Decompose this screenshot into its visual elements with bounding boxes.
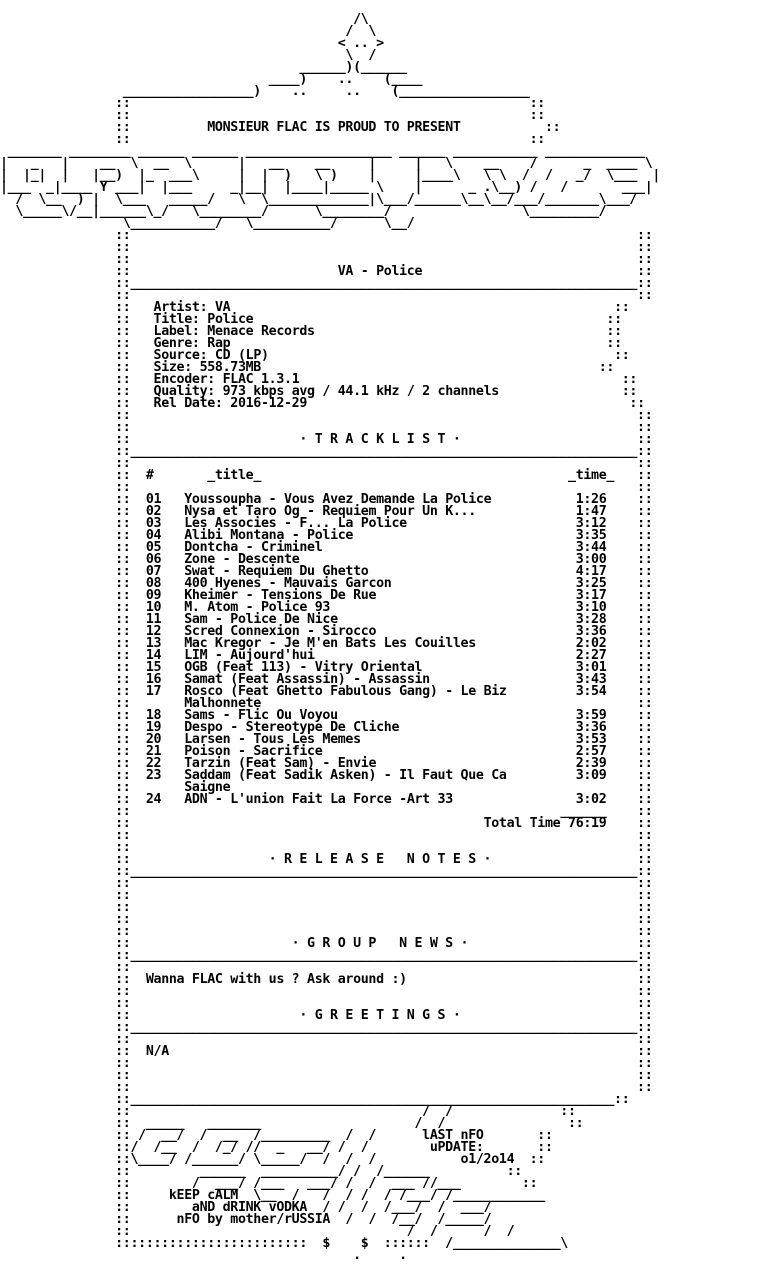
track-number: 01 <box>145 492 162 507</box>
box-line: :: :: <box>0 420 653 435</box>
column-header-title: _title_ <box>207 468 261 483</box>
info-value: 2016-12-29 <box>230 396 308 411</box>
track-title-continued: Malhonnete <box>184 696 261 711</box>
column-header-number: # <box>145 468 154 483</box>
box-line: :: 06 Zone - Descente 3:00 :: <box>0 552 653 567</box>
ascii-art-line: ______)(______ <box>0 60 407 75</box>
track-time: 3:10 <box>575 600 607 615</box>
track-time: 2:57 <box>575 744 607 759</box>
box-line: :: :: <box>0 228 653 243</box>
box-line: :: 09 Kheimer - Tensions De Rue 3:17 :: <box>0 588 653 603</box>
info-row: :: Quality: 973 kbps avg / 44.1 kHz / 2 channels :: <box>0 384 638 399</box>
track-number: 05 <box>145 540 162 555</box>
box-line: :: :: <box>0 828 653 843</box>
box-line: :: Malhonnete :: <box>0 696 653 711</box>
footer-line: ::\____/ /______/ \_____/ / / / o1/2o14 :: <box>0 1152 545 1167</box>
box-line: :: N/A :: <box>0 1044 653 1059</box>
footer-update-date: o1/2o14 <box>460 1152 515 1167</box>
info-label: Size <box>153 360 185 375</box>
box-line: :: 17 Rosco (Feat Ghetto Fabulous Gang) - Le Biz 3:54 :: <box>0 684 653 699</box>
track-number: 12 <box>145 624 162 639</box>
track-number: 10 <box>145 600 162 615</box>
box-line: :: 18 Sams - Flic Ou Voyou 3:59 :: <box>0 708 653 723</box>
ascii-art-line: . . <box>0 1248 407 1263</box>
track-time: 1:47 <box>575 504 607 519</box>
box-line: :: :: <box>0 108 545 123</box>
track-number: 18 <box>145 708 162 723</box>
track-number: 07 <box>145 564 162 579</box>
track-title: Rosco (Feat Ghetto Fabulous Gang) - Le Biz <box>184 684 507 699</box>
track-time: 3:35 <box>575 528 607 543</box>
box-line: :: :: <box>0 1056 653 1071</box>
box-line: :: 22 Tarzin (Feat Sam) - Envie 2:39 :: <box>0 756 653 771</box>
track-title: Saddam (Feat Sadik Asken) - Il Faut Que Ca <box>184 768 507 783</box>
footer-update-label: uPDATE: <box>429 1140 484 1155</box>
track-title: OGB (Feat 113) - Vitry Oriental <box>184 660 423 675</box>
box-line: :: :: <box>0 888 653 903</box>
footer-last-nfo: lAST nFO <box>422 1128 484 1143</box>
track-title: Alibi Montana - Police <box>184 528 354 543</box>
box-line: :: :: <box>0 840 653 855</box>
box-rule: ::__________________________________________________________________:: <box>0 444 653 459</box>
ascii-art-line: ::_______________________________________________________________:: <box>0 1092 630 1107</box>
box-line: :: :: <box>0 480 653 495</box>
info-label: Encoder <box>153 372 208 387</box>
track-number: 20 <box>145 732 162 747</box>
track-number: 13 <box>145 636 162 651</box>
ascii-art-line: /\ <box>0 12 369 27</box>
info-row: :: Title: Police :: <box>0 312 622 327</box>
track-title: Tarzin (Feat Sam) - Envie <box>184 756 377 771</box>
greetings-text: N/A <box>145 1044 169 1059</box>
box-line: :: :: <box>0 984 653 999</box>
box-rule: ::__________________________________________________________________:: <box>0 1020 653 1035</box>
track-number: 17 <box>145 684 162 699</box>
track-title: Sams - Flic Ou Voyou <box>184 708 338 723</box>
track-title: Poison - Sacrifice <box>184 744 323 759</box>
column-header-time: _time_ <box>568 468 615 483</box>
track-title: Sam - Police De Nice <box>184 612 338 627</box>
ascii-art-line: | |_| | |__) |_ ___\ | | ) \ ) | |____\ \ \ / / _/ \___ | <box>0 168 661 183</box>
box-line: :: · T R A C K L I S T · :: <box>0 432 653 447</box>
info-row: :: Source: CD (LP) :: <box>0 348 630 363</box>
section-heading-release-notes: · R E L E A S E N O T E S · <box>268 852 492 867</box>
track-number: 11 <box>145 612 162 627</box>
track-number: 19 <box>145 720 162 735</box>
info-label: Rel Date <box>153 396 215 411</box>
footer-line: :: / __/ / __ /_________ / / lAST nFO :: <box>0 1128 553 1143</box>
info-value: Menace Records <box>207 324 315 339</box>
track-time: 4:17 <box>575 564 607 579</box>
track-time: 3:59 <box>575 708 607 723</box>
info-value: 558.73MB <box>199 360 261 375</box>
track-time: 3:17 <box>575 588 607 603</box>
ascii-art-line: :: _____ _______ / / :: <box>0 1116 584 1131</box>
ascii-art-line: |___ _|____ Y ___| |___ _|__| |____|_____ \ | _ .\__) / / ___| <box>0 180 653 195</box>
track-title: Kheimer - Tensions De Rue <box>184 588 377 603</box>
box-line: :: 12 Scred Connexion - Sirocco 3:36 :: <box>0 624 653 639</box>
track-time: 3:36 <box>575 720 607 735</box>
box-line: :: 01 Youssoupha - Vous Avez Demande La Police 1:26 :: <box>0 492 653 507</box>
box-line: :: Saigne :: <box>0 780 653 795</box>
track-time: 3:28 <box>575 612 607 627</box>
ascii-art-line: :: / / / / <box>0 1224 515 1239</box>
track-title: Nysa et Taro Og - Requiem Pour Un K... <box>184 504 476 519</box>
info-row: :: Rel Date: 2016-12-29 :: <box>0 396 645 411</box>
track-number: 06 <box>145 552 162 567</box>
total-rule: ______ <box>560 804 607 819</box>
box-line: :: Total Time 76:19 :: <box>0 816 653 831</box>
box-rule: ::__________________________________________________________________:: <box>0 276 653 291</box>
box-line: :: :: <box>0 996 653 1011</box>
track-time: 3:00 <box>575 552 607 567</box>
box-line: :: VA - Police :: <box>0 264 653 279</box>
footer-drink-vodka: aND dRINK vODKA <box>191 1200 308 1215</box>
footer-line: :: nFO by mother/rUSSIA / / /__/ /_____/ <box>0 1212 492 1227</box>
total-time-label: Total Time <box>483 816 561 831</box>
box-line: :: 11 Sam - Police De Nice 3:28 :: <box>0 612 653 627</box>
track-number: 22 <box>145 756 162 771</box>
box-line: :: 14 LIM - Aujourd'hui 2:27 :: <box>0 648 653 663</box>
info-label: Label <box>153 324 192 339</box>
ascii-art-line: _______ ________ ______ ______ ___________________ ______ ___________ _____________ <box>0 144 645 159</box>
ascii-art-line: _________________) .. .. (_________________ <box>0 84 530 99</box>
track-number: 24 <box>145 792 162 807</box>
box-rule: ::__________________________________________________________________:: <box>0 948 653 963</box>
box-line: :: 05 Dontcha - Criminel 3:44 :: <box>0 540 653 555</box>
info-row: :: Label: Menace Records :: <box>0 324 622 339</box>
box-line: :: :: <box>0 288 653 303</box>
track-title: Samat (Feat Assassin) - Assassin <box>184 672 430 687</box>
info-value: VA <box>214 300 231 315</box>
box-line: :: · G R E E T I N G S · :: <box>0 1008 653 1023</box>
ascii-art-line: :: :: <box>0 96 545 111</box>
box-line: :: 21 Poison - Sacrifice 2:57 :: <box>0 744 653 759</box>
track-title: Despo - Stereotype De Cliche <box>184 720 400 735</box>
track-time: 2:27 <box>575 648 607 663</box>
box-line: :: :: <box>0 456 653 471</box>
ascii-art-line: \___________/ \__________/ \__/ <box>0 216 415 231</box>
track-title: Dontcha - Criminel <box>184 540 323 555</box>
track-time: 3:01 <box>575 660 607 675</box>
track-title: Mac Kregor - Je M'en Bats Les Couilles <box>184 636 476 651</box>
box-line: :: Wanna FLAC with us ? Ask around :) :: <box>0 972 653 987</box>
track-time: 3:36 <box>575 624 607 639</box>
info-value: 973 kbps avg / 44.1 kHz / 2 channels <box>222 384 499 399</box>
ascii-art-line: :: :: <box>0 132 545 147</box>
track-title: Scred Connexion - Sirocco <box>184 624 377 639</box>
ascii-art-line: ::::::::::::::::::::::::: $ $ :::::: /______________\ <box>0 1236 568 1251</box>
box-line: :: :: <box>0 1068 653 1083</box>
box-line: :: :: <box>0 876 653 891</box>
track-title: Swat - Requiem Du Ghetto <box>184 564 369 579</box>
ascii-art-line: :: ______ __________/ / /______ :: <box>0 1164 522 1179</box>
track-title: M. Atom - Police 93 <box>184 600 331 615</box>
section-heading-tracklist: · T R A C K L I S T · <box>299 432 461 447</box>
box-line: :: :: <box>0 900 653 915</box>
ascii-art-line: / \ <box>0 24 377 39</box>
section-heading-greetings: · G R E E T I N G S · <box>299 1008 461 1023</box>
info-value: CD (LP) <box>214 348 269 363</box>
box-line: :: 19 Despo - Stereotype De Cliche 3:36 :: <box>0 720 653 735</box>
section-heading-group-news: · G R O U P N E W S · <box>291 936 469 951</box>
total-time-value: 76:19 <box>568 816 607 831</box>
ascii-art-line: \ / <box>0 48 377 63</box>
box-line: :: :: <box>0 912 653 927</box>
presenter-line: MONSIEUR FLAC IS PROUD TO PRESENT <box>207 120 461 135</box>
ascii-art-line: ____) .. (____ <box>0 72 423 87</box>
box-line: :: 13 Mac Kregor - Je M'en Bats Les Couilles 2:02 :: <box>0 636 653 651</box>
track-time: 3:02 <box>575 792 607 807</box>
track-time: 3:25 <box>575 576 607 591</box>
track-number: 23 <box>145 768 162 783</box>
box-line: :: 08 400 Hyenes - Mauvais Garcon 3:25 :: <box>0 576 653 591</box>
box-line: :: · R E L E A S E N O T E S · :: <box>0 852 653 867</box>
track-number: 03 <box>145 516 162 531</box>
info-row: :: Artist: VA :: <box>0 300 630 315</box>
box-line: :: 07 Swat - Requiem Du Ghetto 4:17 :: <box>0 564 653 579</box>
track-number: 04 <box>145 528 162 543</box>
nfo-document <box>0 14 768 1262</box>
track-number: 21 <box>145 744 162 759</box>
track-time: 3:43 <box>575 672 607 687</box>
track-time: 2:02 <box>575 636 607 651</box>
track-number: 08 <box>145 576 162 591</box>
box-line: :: 10 M. Atom - Police 93 3:10 :: <box>0 600 653 615</box>
footer-nfo-by: nFO by mother/rUSSIA <box>176 1212 331 1227</box>
track-title: Zone - Descente <box>184 552 300 567</box>
ascii-art-line: :: / ___/ /___ ___/ / / ___ //___ :: <box>0 1176 538 1191</box>
footer-line: :: kEEP cALM \__ / / / / / /___/ /____________ <box>0 1188 545 1203</box>
info-row: :: Encoder: FLAC 1.3.1 :: <box>0 372 638 387</box>
ascii-art-line: < .. > <box>0 36 384 51</box>
ascii-art-line: | _ | __ \ __ \ | __ __ | | \ __ / _ ____ \ <box>0 156 653 171</box>
box-line: :: · G R O U P N E W S · :: <box>0 936 653 951</box>
box-line: :: :: <box>0 960 653 975</box>
box-line: :: :: <box>0 1032 653 1047</box>
ascii-art-line: :: / / :: <box>0 1104 576 1119</box>
box-line: :: 24 ADN - L'union Fait La Force -Art 33 3:02 :: <box>0 792 653 807</box>
box-line: :: 16 Samat (Feat Assassin) - Assassin 3:43 :: <box>0 672 653 687</box>
info-label: Title <box>153 312 192 327</box>
box-line: :: 23 Saddam (Feat Sadik Asken) - Il Faut Que Ca 3:09 :: <box>0 768 653 783</box>
track-title: Larsen - Tous Les Memes <box>184 732 361 747</box>
track-time: 3:54 <box>575 684 607 699</box>
info-value: FLAC 1.3.1 <box>222 372 300 387</box>
ascii-art-line: / \__ ) | \___ _____/ \ \_____________|\___/______\__\__/___/_______\___/ <box>0 192 638 207</box>
info-label: Genre <box>153 336 192 351</box>
info-label: Artist <box>153 300 200 315</box>
info-label: Quality <box>153 384 208 399</box>
track-time: 3:44 <box>575 540 607 555</box>
footer-line: :: aND dRINK vODKA / / / /___/ / ___/ <box>0 1200 492 1215</box>
box-line: :: :: <box>0 240 653 255</box>
box-line: :: 04 Alibi Montana - Police 3:35 :: <box>0 528 653 543</box>
track-time: 3:09 <box>575 768 607 783</box>
box-line: :: 15 OGB (Feat 113) - Vitry Oriental 3:01 :: <box>0 660 653 675</box>
box-line: :: 20 Larsen - Tous Les Memes 3:53 :: <box>0 732 653 747</box>
track-number: 02 <box>145 504 162 519</box>
info-value: Police <box>207 312 254 327</box>
track-title: Youssoupha - Vous Avez Demande La Police <box>184 492 492 507</box>
info-row: :: Genre: Rap :: <box>0 336 622 351</box>
track-number: 15 <box>145 660 162 675</box>
track-number: 14 <box>145 648 162 663</box>
footer-line: ::/ /__ / /_/ // _ __/ / / uPDATE: :: <box>0 1140 553 1155</box>
info-row: :: Size: 558.73MB :: <box>0 360 615 375</box>
track-time: 3:12 <box>575 516 607 531</box>
group-news-text: Wanna FLAC with us ? Ask around :) <box>145 972 407 987</box>
box-line: :: :: <box>0 924 653 939</box>
track-number: 16 <box>145 672 162 687</box>
ascii-art-line: \_____\/__|______\_/ \________/ \________/ \_________/ <box>0 204 607 219</box>
info-label: Source <box>153 348 200 363</box>
track-time: 1:26 <box>575 492 607 507</box>
track-title: ADN - L'union Fait La Force -Art 33 <box>184 792 453 807</box>
track-number: 09 <box>145 588 162 603</box>
track-title: Les Associes - F... La Police <box>184 516 407 531</box>
box-line: :: 03 Les Associes - F... La Police 3:12 :: <box>0 516 653 531</box>
track-time: 3:53 <box>575 732 607 747</box>
track-title: 400 Hyenes - Mauvais Garcon <box>184 576 392 591</box>
release-title: VA - Police <box>337 264 423 279</box>
box-line: :: 02 Nysa et Taro Og - Requiem Pour Un K... 1:47 :: <box>0 504 653 519</box>
info-value: Rap <box>207 336 231 351</box>
box-line: :: ______ :: <box>0 804 653 819</box>
track-title: LIM - Aujourd'hui <box>184 648 315 663</box>
box-rule: ::__________________________________________________________________:: <box>0 864 653 879</box>
track-title-continued: Saigne <box>184 780 231 795</box>
box-line: :: :: <box>0 252 653 267</box>
presenter-row: :: MONSIEUR FLAC IS PROUD TO PRESENT :: <box>0 120 561 135</box>
footer-keep-calm: kEEP cALM <box>168 1188 238 1203</box>
box-line: :: :: <box>0 1080 653 1095</box>
track-time: 2:39 <box>575 756 607 771</box>
box-line: :: # _title_ _time_ :: <box>0 468 653 483</box>
box-line: :: :: <box>0 408 653 423</box>
